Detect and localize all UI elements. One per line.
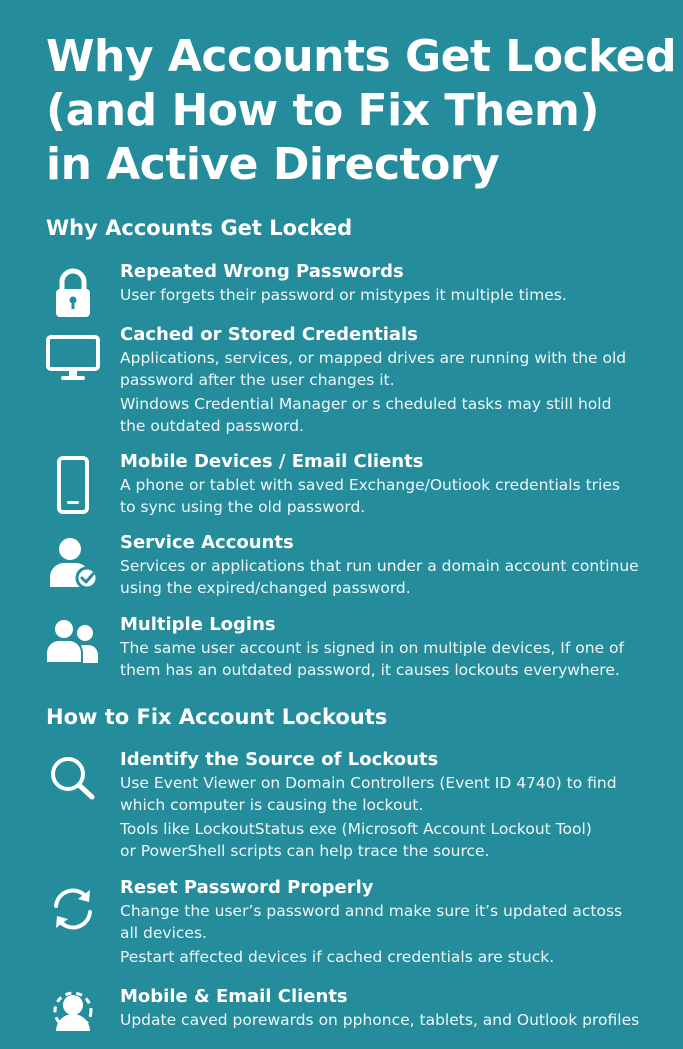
title-line-1: Why Accounts Get Locked — [46, 31, 677, 82]
item-title: Service Accounts — [120, 532, 294, 553]
item-title: Reset Password Properly — [120, 877, 374, 898]
item-paragraph: Update caved porewards on pphonce, tablets, and Outlook profiles — [120, 1011, 640, 1029]
item-title: Multiple Logins — [120, 614, 276, 635]
fix-section-heading: How to Fix Account Lockouts — [46, 705, 388, 729]
title-line-2: (and How to Fix Them) — [46, 85, 600, 136]
item-paragraph: User forgets their password or mistypes it multiple times. — [120, 286, 567, 304]
padlock-icon — [44, 266, 102, 324]
item-paragraph: Pestart affected devices if cached credentials are stuck. — [120, 948, 555, 966]
item-paragraph: Change the user’s password annd make sure it’s updated actoss all devices. — [120, 902, 623, 942]
item-title: Repeated Wrong Passwords — [120, 261, 404, 282]
item-title: Identify the Source of Lockouts — [120, 749, 439, 770]
item-paragraph: Windows Credential Manager or s cheduled tasks may still hold the outdated password. — [120, 395, 612, 435]
item-paragraph: A phone or tablet with saved Exchange/Outiook credentials tries to sync using the old password. — [120, 476, 620, 516]
users-icon — [44, 619, 102, 677]
monitor-icon — [44, 329, 102, 387]
title-line-3: in Active Directory — [46, 139, 500, 190]
item-paragraph: Applications, services, or mapped drives are running with the old password after the user changes it. — [120, 349, 627, 389]
magnifier-icon — [44, 754, 102, 812]
smartphone-icon — [44, 456, 102, 514]
page-title — [46, 30, 676, 192]
why-section-heading: Why Accounts Get Locked — [46, 216, 353, 240]
item-title: Mobile Devices / Email Clients — [120, 451, 424, 472]
item-title: Cached or Stored Credentials — [120, 324, 418, 345]
user-devices-icon — [44, 991, 102, 1049]
item-title: Mobile & Email Clients — [120, 986, 348, 1007]
item-paragraph: Services or applications that run under a domain account continue using the expired/changed password. — [120, 557, 639, 597]
item-paragraph: The same user account is signed in on multiple devices, If one of them has an outdated password, it causes lockouts everywhere. — [120, 639, 624, 679]
item-paragraph: Use Event Viewer on Domain Controllers (Event ID 4740) to find which computer is causing the lockout. — [120, 774, 617, 814]
refresh-icon — [44, 882, 102, 940]
item-paragraph: Tools like LockoutStatus exe (Microsoft Account Lockout Tool) or PowerShell scripts can help trace the source. — [120, 820, 592, 860]
user-check-icon — [44, 537, 102, 595]
